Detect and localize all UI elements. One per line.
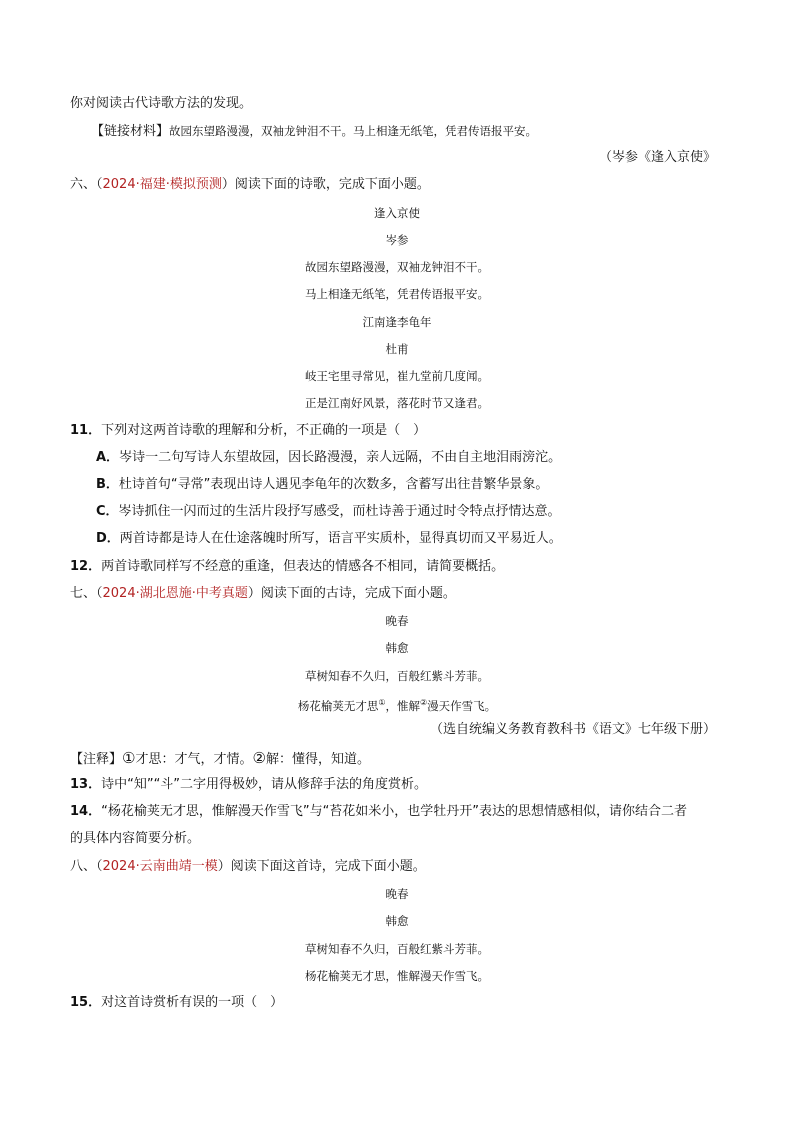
link-material-source: （岑参《逢入京使》 bbox=[598, 150, 716, 165]
poem-3-title: 晚春 bbox=[385, 614, 409, 628]
option-b: B．杜诗首句“寻常”表现出诗人遇见李龟年的次数多，含蓄写出往昔繁华景象。 bbox=[96, 477, 549, 492]
poem-2-title: 江南逢李龟年 bbox=[362, 315, 432, 329]
section-7-tag: 2024·湖北恩施·中考真题 bbox=[102, 586, 248, 601]
question-15 bbox=[70, 994, 283, 1012]
section-7-heading: 七、（2024·湖北恩施·中考真题）阅读下面的古诗，完成下面小题。 bbox=[70, 586, 456, 601]
question-text: 对这首诗赏析有误的一项（ ） bbox=[101, 995, 284, 1010]
link-material bbox=[91, 122, 537, 141]
question-number: 15． bbox=[70, 995, 102, 1010]
question-text: 下列对这两首诗歌的理解和分析，不正确的一项是（ ） bbox=[101, 423, 427, 438]
question-13 bbox=[70, 776, 427, 794]
annotation: 【注释】①才思：才气，才情。②解：懂得，知道。 bbox=[70, 749, 370, 767]
poem-4-line: 草树知春不久归，百般红紫斗芳菲。 bbox=[305, 942, 489, 956]
question-text: 两首诗歌同样写不经意的重逢，但表达的情感各不相同，请简要概括。 bbox=[101, 559, 505, 574]
section-6-heading: 六、（2024·福建·模拟预测）阅读下面的诗歌，完成下面小题。 bbox=[70, 177, 430, 192]
question-14 bbox=[70, 803, 687, 821]
question-12 bbox=[70, 558, 504, 576]
poem-3-line: 草树知春不久归，百般红紫斗芳菲。 bbox=[305, 669, 489, 683]
question-number: 11． bbox=[70, 423, 102, 438]
poem-2-line: 岐王宅里寻常见，崔九堂前几度闻。 bbox=[305, 369, 489, 383]
question-11 bbox=[70, 422, 426, 440]
section-8-heading: 八、（2024·云南曲靖一模）阅读下面这首诗，完成下面小题。 bbox=[70, 859, 426, 874]
option-a: A．岑诗一二句写诗人东望故园，因长路漫漫，亲人远隔，不由自主地泪雨滂沱。 bbox=[96, 450, 562, 465]
footnote-marker: ② bbox=[420, 698, 428, 707]
question-text: 诗中“知”“斗”二字用得极妙，请从修辞手法的角度赏析。 bbox=[101, 777, 428, 792]
poem-4-author: 韩愈 bbox=[385, 914, 409, 928]
link-material-label: 【链接材料】 bbox=[91, 124, 170, 139]
question-number: 14． bbox=[70, 804, 102, 819]
poem-3-source: （选自统编义务教育教科书《语文》七年级下册） bbox=[429, 722, 716, 737]
question-14-continued: 的具体内容简要分析。 bbox=[70, 831, 201, 846]
poem-3-author: 韩愈 bbox=[385, 641, 409, 655]
question-text: “杨花榆荚无才思，惟解漫天作雪飞”与“苔花如米小，也学牡丹开”表达的思想情感相似，请你结合二者 bbox=[101, 804, 688, 819]
poem-1-title: 逢入京使 bbox=[374, 206, 420, 220]
poem-2-line: 正是江南好风景，落花时节又逢君。 bbox=[305, 396, 489, 410]
question-number: 12． bbox=[70, 559, 102, 574]
annotation-label: 【注释】 bbox=[70, 752, 123, 767]
link-material-text: 故园东望路漫漫，双袖龙钟泪不干。马上相逢无纸笔，凭君传语报平安。 bbox=[169, 124, 538, 138]
intro-line: 你对阅读古代诗歌方法的发现。 bbox=[70, 96, 253, 111]
poem-4-title: 晚春 bbox=[385, 887, 409, 901]
poem-3-line: 杨花榆荚无才思①，惟解②漫天作雪飞。 bbox=[297, 698, 497, 713]
section-6-tag: 2024·福建·模拟预测 bbox=[102, 177, 222, 192]
poem-1-line: 故园东望路漫漫，双袖龙钟泪不干。 bbox=[305, 260, 489, 274]
poem-4-line: 杨花榆荚无才思，惟解漫天作雪飞。 bbox=[305, 969, 489, 983]
section-8-tag: 2024·云南曲靖一模 bbox=[102, 859, 218, 874]
poem-1-author: 岑参 bbox=[385, 233, 409, 247]
option-c: C．岑诗抓住一闪而过的生活片段抒写感受，而杜诗善于通过时令特点抒情达意。 bbox=[96, 504, 561, 519]
question-number: 13． bbox=[70, 777, 102, 792]
poem-2-author: 杜甫 bbox=[385, 342, 409, 356]
footnote-marker: ① bbox=[378, 698, 386, 707]
option-d: D．两首诗都是诗人在仕途落魄时所写，语言平实质朴，显得真切而又平易近人。 bbox=[96, 531, 562, 546]
poem-1-line: 马上相逢无纸笔，凭君传语报平安。 bbox=[305, 287, 489, 301]
